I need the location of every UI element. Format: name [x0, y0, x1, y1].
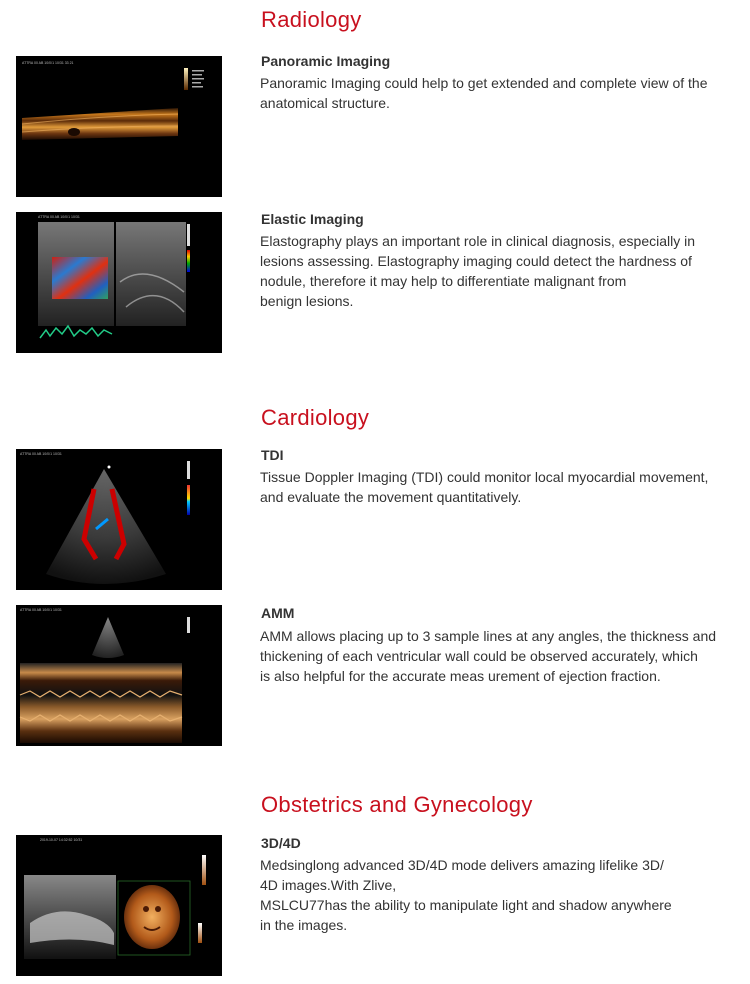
amm-screenshot [16, 605, 222, 746]
item-desc-3d-4d: Medsinglong advanced 3D/4D mode delivers amazing lifelike 3D/ 4D images.With Zlive, MSLCU77has the ability to manipulate light and shadow anywhere in the images. [260, 857, 672, 933]
item-title-panoramic-imaging: Panoramic Imaging [261, 53, 391, 69]
section-title-obstetrics-gynecology: Obstetrics and Gynecology [261, 792, 533, 817]
3d-4d-screenshot [16, 835, 222, 976]
svg-text:ATTRA 00 AB 10/0/1 10/31: ATTRA 00 AB 10/0/1 10/31 [20, 452, 62, 456]
item-desc-panoramic-imaging: Panoramic Imaging could help to get extended and complete view of the anatomical structure. [260, 75, 708, 111]
item-title-elastic-imaging: Elastic Imaging [261, 211, 364, 227]
panoramic-imaging-screenshot [16, 56, 222, 197]
item-title-amm: AMM [261, 605, 295, 621]
section-title-cardiology: Cardiology [261, 405, 370, 430]
svg-text:ATTRA 00 AB 10/0/1 10/31 33: ATTRA 00 AB 10/0/1 10/31 33 21 [22, 61, 74, 65]
item-title-3d-4d: 3D/4D [261, 835, 301, 851]
svg-text:ATTRA 00 AB 10/0/1 10/31: ATTRA 00 AB 10/0/1 10/31 [20, 608, 62, 612]
section-title-radiology: Radiology [261, 7, 362, 32]
item-title-tdi: TDI [261, 447, 284, 463]
tdi-screenshot [16, 449, 222, 590]
item-desc-amm: AMM allows placing up to 3 sample lines at any angles, the thickness and thickening of each ventricular wall could be observed accurately, which is also helpful for the accurate meas urement of ejection fraction. [260, 628, 717, 684]
svg-text:2019-10-07 14:32:52 10/31: 2019-10-07 14:32:52 10/31 [40, 838, 83, 842]
svg-text:ATTRA 00 AB 10/0/1 10/31: ATTRA 00 AB 10/0/1 10/31 [38, 215, 80, 219]
item-desc-tdi: Tissue Doppler Imaging (TDI) could monitor local myocardial movement, and evaluate the movement quantitatively. [260, 469, 709, 505]
elastic-imaging-screenshot [16, 212, 222, 353]
item-desc-elastic-imaging: Elastography plays an important role in clinical diagnosis, especially in lesions assessing. Elastography imaging could detect the hardness of nodule, therefore it may help to differentiate malignant from benign lesions. [260, 233, 696, 309]
